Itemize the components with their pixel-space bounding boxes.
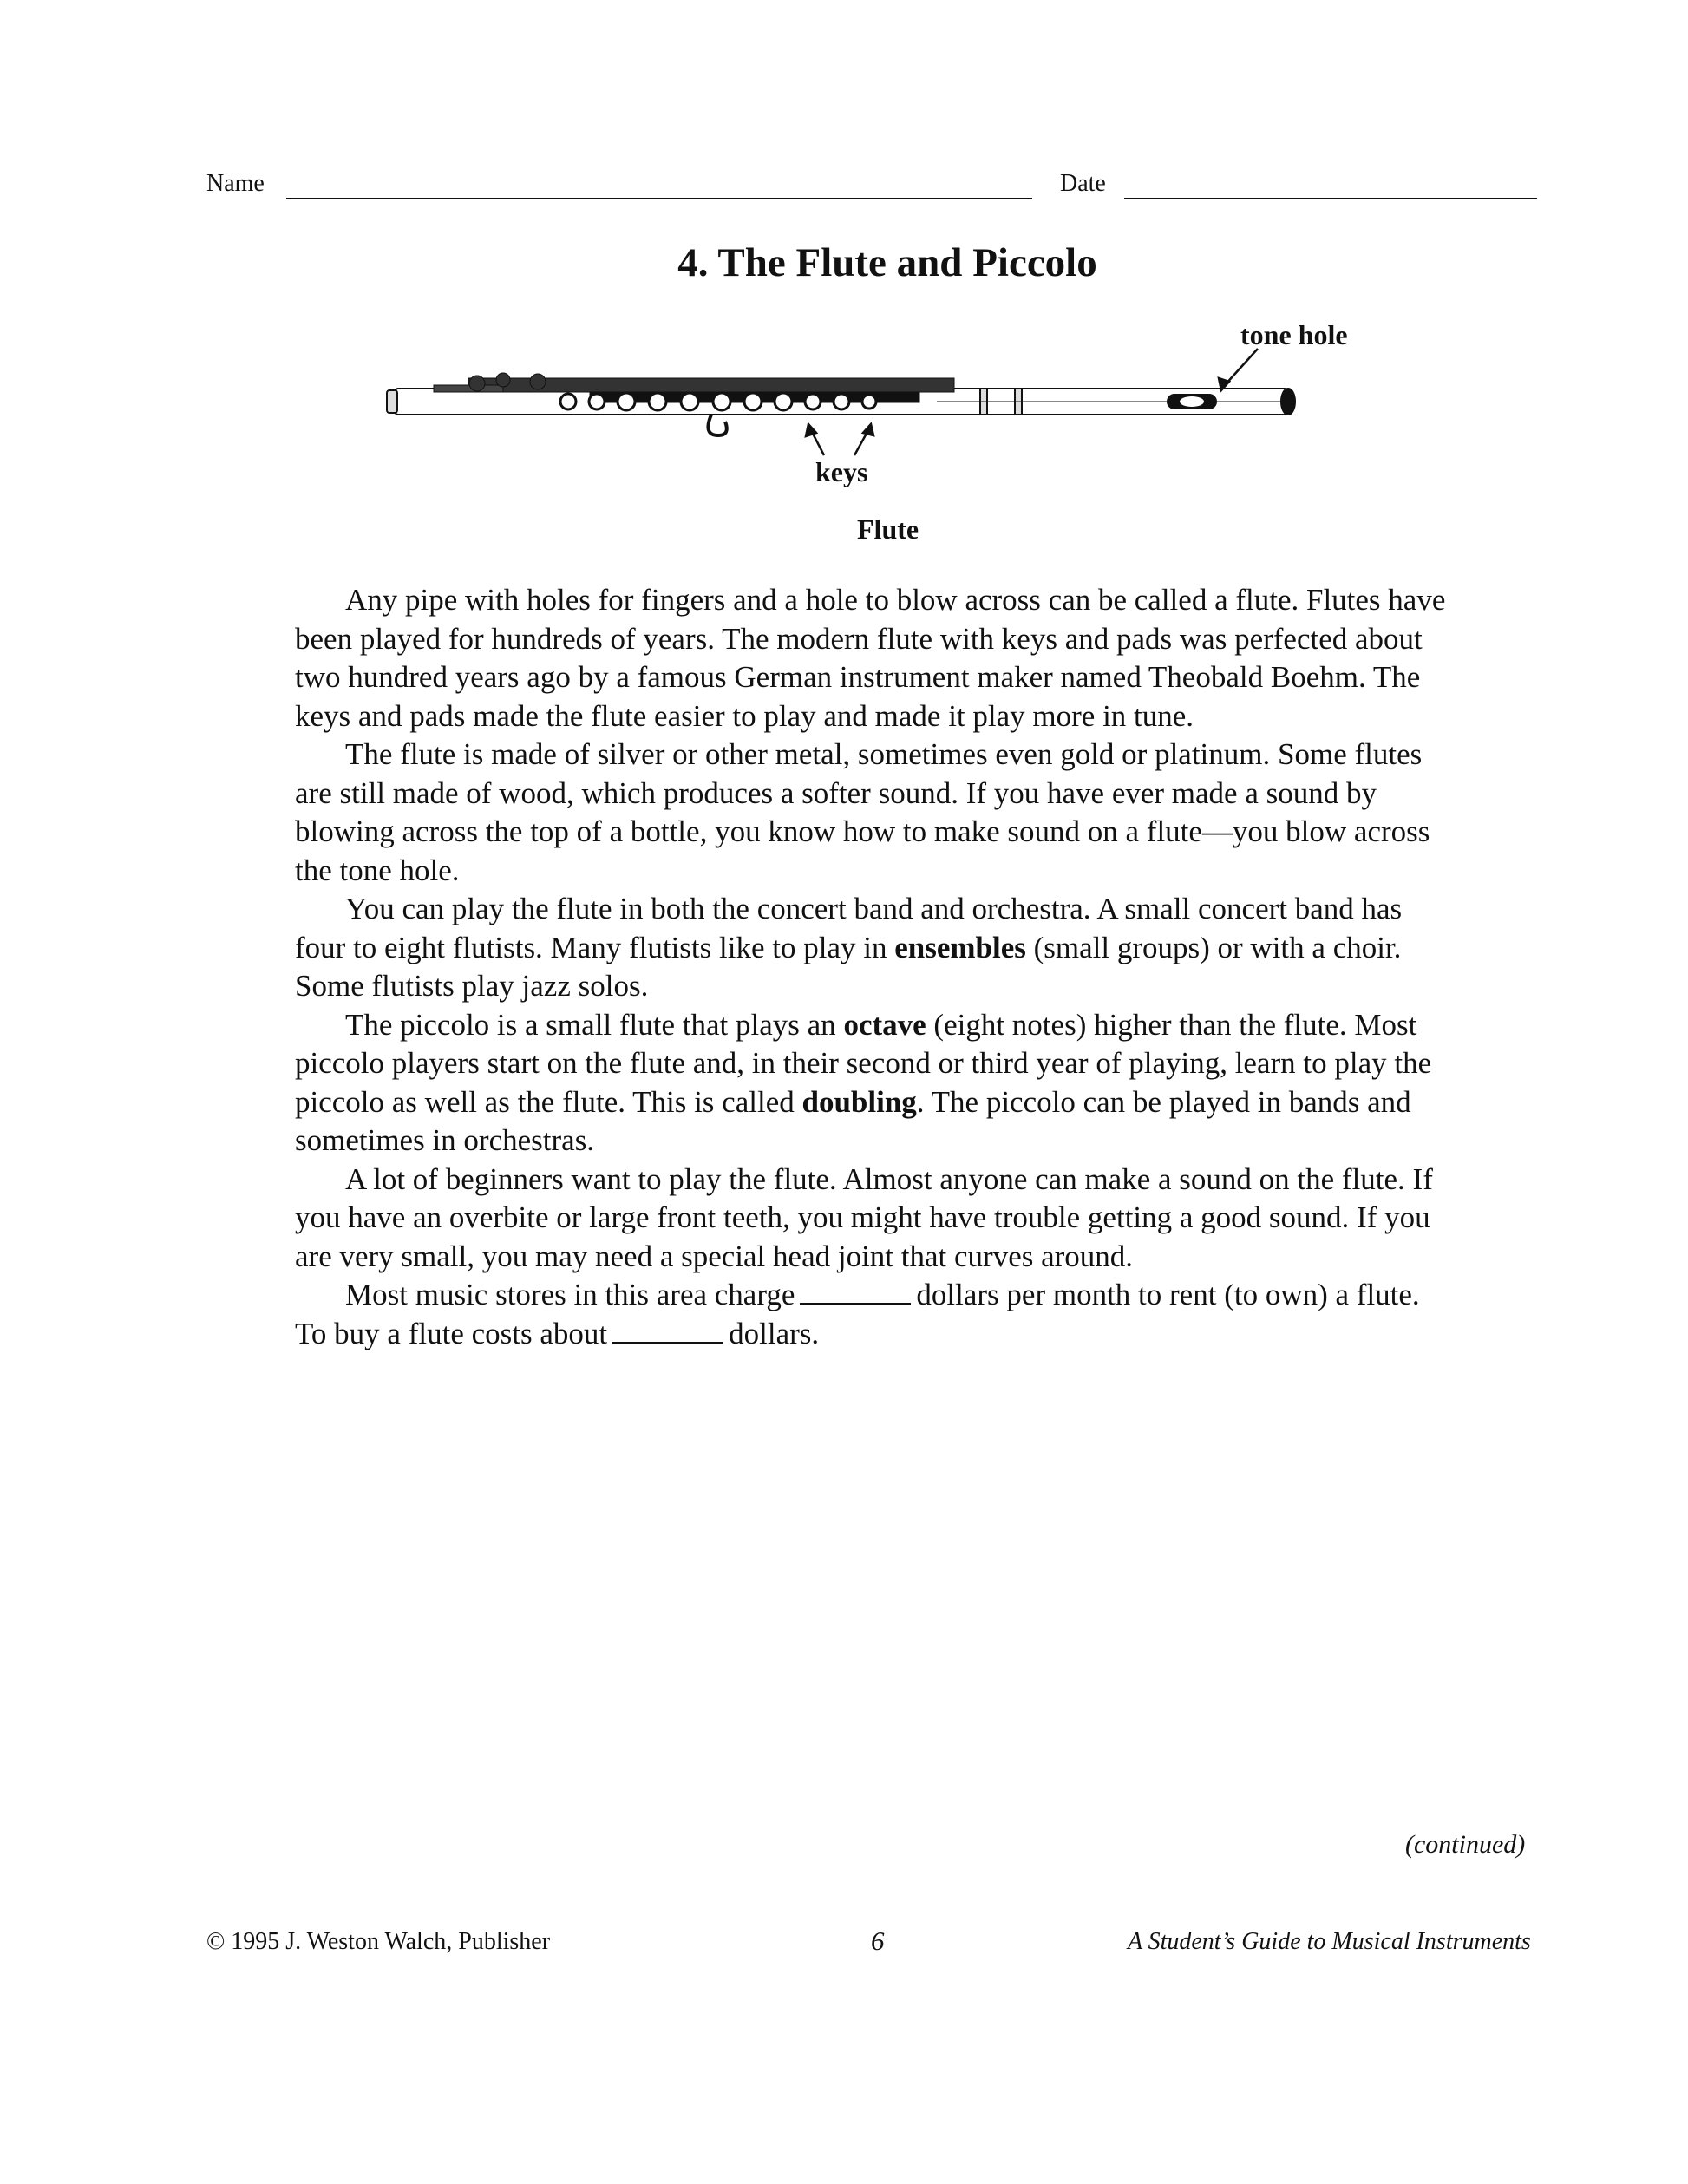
paragraph-text: You can play the flute in both the concert band and orchestra. A small concert band has four to eight flutists. Many flutists like to play in: [295, 892, 1403, 964]
trill-key: [708, 415, 726, 435]
fill-in-blank[interactable]: [800, 1277, 911, 1305]
body-text: [295, 581, 1457, 1353]
embouchure-hole: [1167, 394, 1217, 409]
bold-term: ensembles: [894, 930, 1026, 964]
paragraph: [295, 581, 1457, 736]
continued-note: (continued): [1405, 1830, 1526, 1859]
paragraph: [295, 1161, 1457, 1277]
paragraph-text: (small groups) or with a choir. Some flutists play jazz solos.: [295, 930, 1402, 1003]
date-field[interactable]: [1124, 198, 1537, 199]
figure-caption: Flute: [857, 513, 919, 545]
footer-book-title: A Student’s Guide to Musical Instruments: [1128, 1928, 1531, 1955]
bold-term: doubling: [801, 1084, 917, 1119]
date-label: Date: [1060, 170, 1106, 197]
page-number: 6: [871, 1926, 885, 1956]
name-label: Name: [206, 170, 265, 197]
tone-hole-label: tone hole: [1240, 319, 1348, 350]
paragraph-text: Most music stores in this area charge: [345, 1278, 795, 1311]
paragraph: [295, 736, 1457, 890]
paragraph: [295, 1276, 1457, 1353]
keys-label: keys: [815, 456, 868, 487]
footer-copyright: © 1995 J. Weston Walch, Publisher: [206, 1928, 551, 1955]
paragraph-text: The piccolo is a small flute that plays an: [345, 1007, 844, 1042]
paragraph-text: Any pipe with holes for fingers and a hole to blow across can be called a flute. Flutes have been played for hundreds of years. The modern flute with keys and pads was perfected about two hundred years ago by a famous German instrument maker named Theobald Boehm. The keys and pads made the flute easier to play and made it play more in tune.: [295, 583, 1446, 733]
paragraph-text: The flute is made of silver or other metal, sometimes even gold or platinum. Some flutes are still made of wood, which produces a softer sound. If you have ever made a sound by blowing across the top of a bottle, you know how to make sound on a flute—you blow across the tone hole.: [295, 737, 1430, 887]
page-title: 4. The Flute and Piccolo: [677, 240, 1097, 285]
paragraph-text: dollars.: [729, 1316, 820, 1350]
fill-in-blank[interactable]: [612, 1316, 723, 1344]
flute-illustration: [382, 312, 1362, 468]
paragraph-text: (eight notes) higher than the flute. Most piccolo players start on the flute and, in their second or third year of playing, learn to play the piccolo as well as the flute. This is called: [295, 1007, 1432, 1119]
paragraph-text: A lot of beginners want to play the flute. Almost anyone can make a sound on the flute. If you have an overbite or large front teeth, you might have trouble getting a good sound. If you are very small, you may need a special head joint that curves around.: [295, 1161, 1433, 1273]
name-field[interactable]: [286, 198, 1032, 199]
paragraph-text: . The piccolo can be played in bands and sometimes in orchestras.: [295, 1084, 1411, 1157]
paragraph: [295, 1006, 1457, 1161]
paragraph: [295, 890, 1457, 1006]
bold-term: octave: [843, 1007, 926, 1042]
paragraph-text: dollars per month to rent (to own) a flute. To buy a flute costs about: [295, 1278, 1420, 1350]
